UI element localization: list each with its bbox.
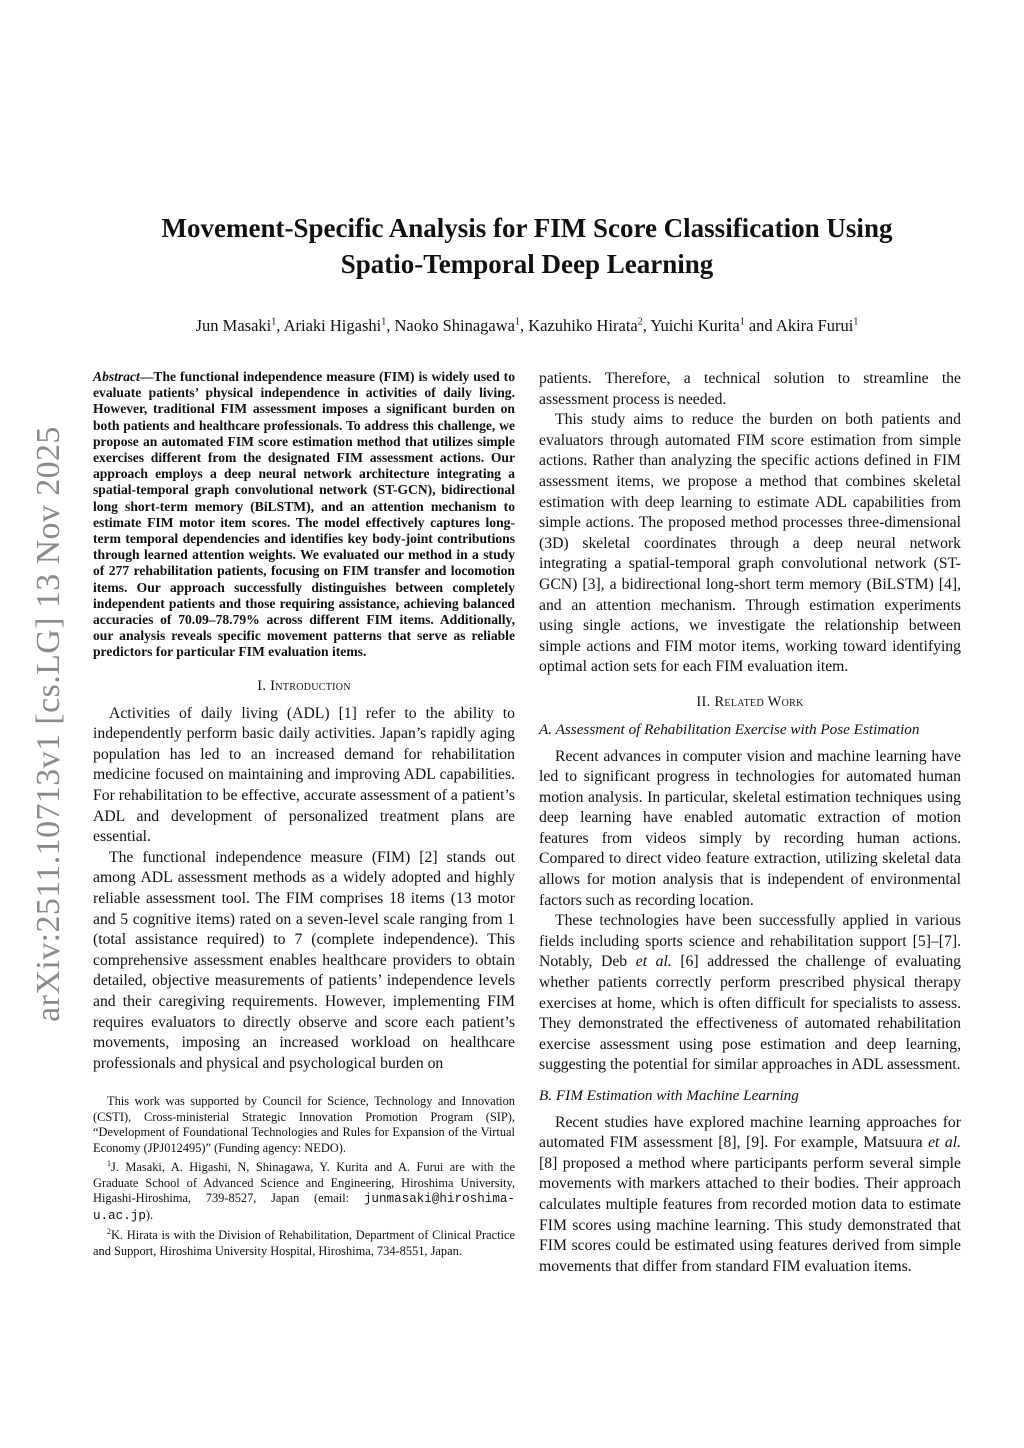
arxiv-identifier-stamp: arXiv:2511.10713v1 [cs.LG] 13 Nov 2025 <box>30 426 67 1022</box>
affiliation-mark: 2 <box>637 316 643 327</box>
related-a-paragraph-2: These technologies have been successfully applied in various fields including sports science and rehabilitation support [5]–[7]. Notably, Deb et al. [6] addressed the challenge of evaluating whether patients correctly perform prescribed physical therapy exercises at home, which is often difficult for specialists to assess. They demonstrated the effectiveness of automated rehabilitation exercise assessment using pose estimation and deep learning, suggesting the potential for similar approaches in ADL assessment. <box>539 912 962 1074</box>
affiliation-footnote-2: $^2$K. Hirata is with the Division of Rehabilitation, Department of Clinical Practice and Support, Hiroshima University Hospital, Hiroshima, 734-8551, Japan. <box>93 1227 515 1259</box>
left-column <box>93 369 515 1260</box>
footnotes <box>93 1094 515 1259</box>
author: Ariaki Higashi$^1$, <box>283 315 395 335</box>
affiliation-mark: 1 <box>514 316 520 327</box>
related-a-paragraph-1: Recent advances in computer vision and machine learning have led to significant progress in technologies for automated human motion analysis. In particular, skeletal estimation techniques using deep learning have enabled automatic extraction of motion features from videos simply by recording human actions. Compared to direct video feature extraction, utilizing skeletal data allows for motion analysis that is independent of environmental factors such as recording location. <box>539 747 961 909</box>
affiliation-mark: 1 <box>739 316 745 327</box>
section-heading-related-work: II. Related Work <box>696 693 804 710</box>
contact-email: junmasaki@hiroshima-u.ac.jp <box>93 1192 515 1223</box>
intro-paragraph-1: Activities of daily living (ADL) [1] refer to the ability to independently perform basic daily activities. Japan’s rapidly aging population has led to an increased demand for rehabilitation medicine focused on maintaining and improving ADL capabilities. For rehabilitation to be effective, accurate assessment of a patient’s ADL and development of personalized treatment plans are essential. <box>93 704 515 846</box>
intro-paragraph-2-continued: patients. Therefore, a technical solution to streamline the assessment process is needed. <box>539 370 961 408</box>
affiliation-mark: 1 <box>853 316 859 327</box>
author: Naoko Shinagawa$^1$, <box>394 315 529 335</box>
right-column <box>539 369 961 1277</box>
related-b-paragraph-1: Recent studies have explored machine learning approaches for automated FIM assessment [8], [9]. For example, Matsuura et al. [8] proposed a method where participants perform several simple movements with markers attached to their bodies. Their approach calculates multiple features from recorded motion data to estimate FIM scores using machine learning. This study demonstrated that FIM scores could be estimated using features derived from simple movements that differ from standard FIM evaluation items. <box>539 1113 961 1275</box>
affiliation-mark: 1 <box>271 316 277 327</box>
funding-footnote: This work was supported by Council for Science, Technology and Innovation (CSTI), Cross-ministerial Strategic Innovation Promotion Program (SIP), “Development of Foundational Technologies and Rules for Expansion of the Virtual Economy (JPJ012495)” (Funding agency: NEDO). <box>93 1094 515 1155</box>
subsection-heading-b: B. FIM Estimation with Machine Learning <box>539 1087 799 1104</box>
author: Kazuhiko Hirata$^2$, <box>528 315 651 335</box>
affiliation-footnote-1: $^1$J. Masaki, A. Higashi, N, Shinagawa, Y. Kurita and A. Furui are with the Graduate School of Advanced Science and Engineering, Hiroshima University, Higashi-Hiroshima, 739-8527, Japan (email: junmasaki@hiroshima-u.ac.jp). <box>93 1159 515 1223</box>
author: Yuichi Kurita$^1$ and <box>650 315 776 335</box>
intro-paragraph-3: This study aims to reduce the burden on both patients and evaluators through automated FIM score estimation from simple actions. Rather than analyzing the specific actions defined in FIM assessment items, we propose a method that combines skeletal estimation with deep learning to estimate ADL capabilities from simple actions. The proposed method processes three-dimensional (3D) skeletal coordinates through a deep neural network integrating a spatial-temporal graph convolutional network (ST-GCN) [3], a bidirectional long-short term memory (BiLSTM) [4], and an attention mechanism. Through estimation experiments using single actions, we investigate the relationship between simple actions and FIM motor items, working toward identifying optimal action sets for each FIM evaluation item. <box>539 411 961 676</box>
section-heading-introduction: I. Introduction <box>257 677 351 694</box>
paper-title <box>120 210 934 282</box>
subsection-heading-a: A. Assessment of Rehabilitation Exercise with Pose Estimation <box>539 720 920 738</box>
intro-paragraph-2: The functional independence measure (FIM) [2] stands out among ADL assessment methods as a widely adopted and highly reliable assessment tool. The FIM comprises 18 items (13 motor and 5 cognitive items) rated on a seven-level scale ranging from 1 (total assistance required) to 7 (complete independence). This comprehensive assessment enables healthcare providers to obtain detailed, objective measurements of patients’ independence levels and their caregiving requirements. However, implementing FIM requires evaluators to directly observe and score each patient’s movements, imposing an increased workload on healthcare professionals and physical and psychological burden on <box>93 848 515 1072</box>
affiliation-mark: 1 <box>381 316 387 327</box>
abstract-text: The functional independence measure (FIM) is widely used to evaluate patients’ physical independence in activities of daily living. However, traditional FIM assessment imposes a significant burden on both patients and healthcare professionals. To address this challenge, we propose an automated FIM score estimation method that utilizes simple exercises different from the designated FIM assessment actions. Our approach employs a deep neural network architecture integrating a spatial-temporal graph convolutional network (ST-GCN), bidirectional long short-term memory (BiLSTM), and an attention mechanism to estimate FIM motor item scores. The model effectively captures long-term temporal dependencies and identifies key body-joint contributions through learned attention weights. We evaluated our method in a study of 277 rehabilitation patients, focusing on FIM transfer and locomotion items. Our approach successfully distinguishes between completely independent patients and those requiring assistance, achieving balanced accuracies of 70.09–78.79% across different FIM items. Additionally, our analysis reveals specific movement patterns that serve as reliable predictors for particular FIM evaluation items. <box>93 369 515 660</box>
title-line-1: Movement-Specific Analysis for FIM Score Classification Using <box>161 213 893 243</box>
title-line-2: Spatio-Temporal Deep Learning <box>340 249 714 279</box>
author-list <box>100 311 954 337</box>
author: Jun Masaki$^1$, <box>195 315 284 335</box>
abstract-dash: — <box>139 369 154 384</box>
author: Akira Furui$^1$ <box>775 315 859 335</box>
abstract <box>93 369 515 661</box>
abstract-label: Abstract <box>93 369 140 384</box>
